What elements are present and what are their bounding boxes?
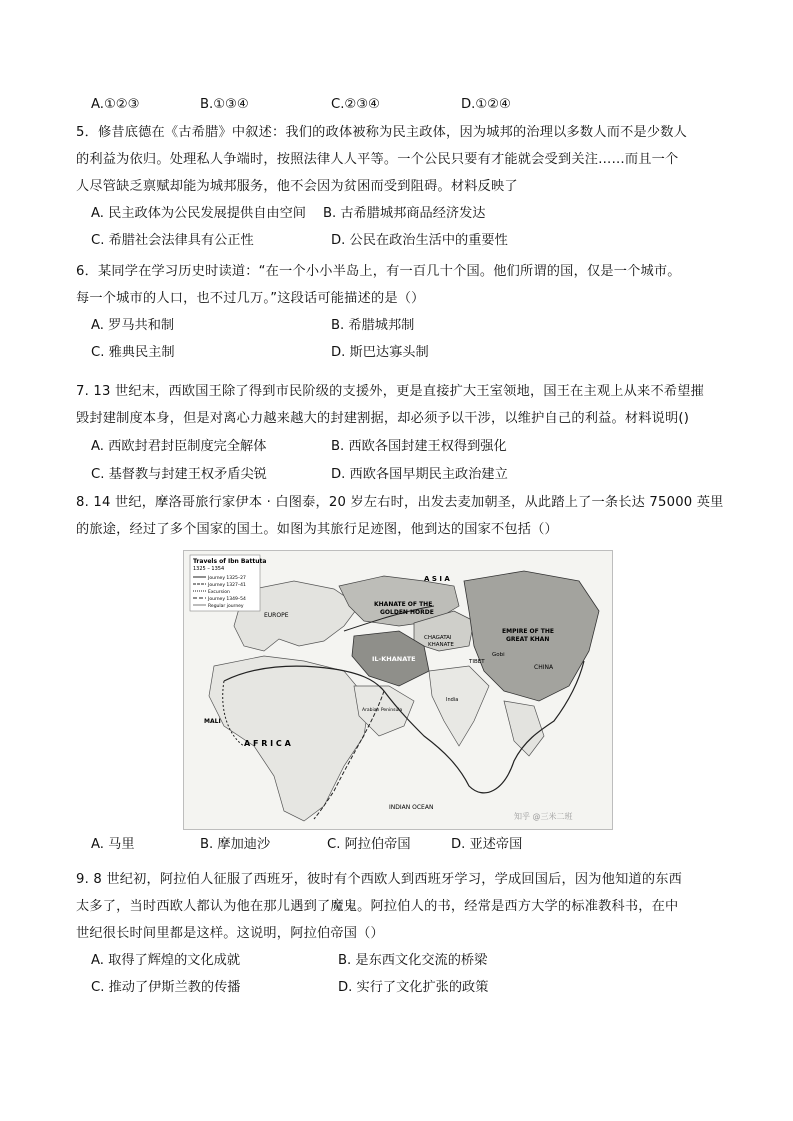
legend-item-5: Regular journey xyxy=(208,604,244,609)
label-chagatai-1: CHAGATAI xyxy=(424,635,452,641)
legend-item-4: Journey 1349–54 xyxy=(208,597,246,602)
legend-item-3: Excursion xyxy=(208,590,230,595)
legend-item-2: Journey 1327–41 xyxy=(208,583,246,588)
q8-stem-line-1: 8. 14 世纪，摩洛哥旅行家伊本 · 白图泰，20 岁左右时，出发去麦加朝圣，从此踏上了一条长达 75000 英里 xyxy=(76,495,724,510)
q4-option-b: B.①③④ xyxy=(200,97,249,112)
q6-option-c: C. 雅典民主制 xyxy=(91,345,175,360)
label-ilkhanate: IL-KHANATE xyxy=(372,655,416,663)
q9-stem-line-2: 太多了，当时西欧人都认为他在那儿遇到了魔鬼。阿拉伯人的书，经常是西方大学的标准教科书，在中 xyxy=(76,899,679,914)
q7-option-a: A. 西欧封君封臣制度完全解体 xyxy=(91,439,267,454)
q9-option-a: A. 取得了辉煌的文化成就 xyxy=(91,953,241,968)
q9-option-d: D. 实行了文化扩张的政策 xyxy=(338,980,489,995)
q7-stem-line-1: 7. 13 世纪末，西欧国王除了得到市民阶级的支援外，更是直接扩大王室领地，国王在主观上从来不希望摧 xyxy=(76,384,704,399)
label-indian-ocean: INDIAN OCEAN xyxy=(389,804,434,811)
q4-option-a: A.①②③ xyxy=(91,97,140,112)
q4-option-d: D.①②④ xyxy=(461,97,511,112)
q6-option-d: D. 斯巴达寡头制 xyxy=(331,345,429,360)
q7-option-c: C. 基督教与封建王权矛盾尖锐 xyxy=(91,467,267,482)
q8-stem-line-2: 的旅途，经过了多个国家的国土。如图为其旅行足迹图，他到达的国家不包括（） xyxy=(76,522,558,537)
q5-stem-line-2: 的利益为依归。处理私人争端时，按照法律人人平等。一个公民只要有才能就会受到关注……而且一个 xyxy=(76,152,679,167)
label-india: India xyxy=(446,697,459,703)
label-great-khan-1: EMPIRE OF THE xyxy=(502,628,555,635)
q6-stem-line-2: 每一个城市的人口，也不过几万。”这段话可能描述的是（） xyxy=(76,291,425,306)
q9-stem-line-3: 世纪很长时间里都是这样。这说明，阿拉伯帝国（） xyxy=(76,926,384,941)
q8-option-c: C. 阿拉伯帝国 xyxy=(327,837,411,852)
label-chagatai-2: KHANATE xyxy=(428,642,454,648)
map-title-line-1: Travels of Ibn Battuta xyxy=(193,558,267,565)
q6-option-b: B. 希腊城邦制 xyxy=(331,318,415,333)
map-title-line-2: 1325 – 1354 xyxy=(193,566,225,572)
legend-item-1: Journey 1325–27 xyxy=(208,576,246,581)
label-great-khan-2: GREAT KHAN xyxy=(506,636,550,643)
map-watermark: 知乎 @三米二班 xyxy=(514,812,573,821)
q4-option-c: C.②③④ xyxy=(331,97,380,112)
label-mali: MALI xyxy=(204,718,221,725)
q9-stem-line-1: 9. 8 世纪初，阿拉伯人征服了西班牙，彼时有个西欧人到西班牙学习，学成回国后，因为他知道的东西 xyxy=(76,872,683,887)
label-tibet: TIBET xyxy=(469,659,485,665)
q7-option-b: B. 西欧各国封建王权得到强化 xyxy=(331,439,507,454)
label-europe: EUROPE xyxy=(264,612,289,619)
label-gobi: Gobi xyxy=(492,652,505,658)
q5-option-d: D. 公民在政治生活中的重要性 xyxy=(331,233,508,248)
q7-option-d: D. 西欧各国早期民主政治建立 xyxy=(331,467,508,482)
q6-stem-line-1: 6．某同学在学习历史时读道：“在一个小小半岛上，有一百几十个国。他们所谓的国，仅是一个城市。 xyxy=(76,264,681,279)
ibn-battuta-travel-map xyxy=(183,550,613,830)
q5-option-a: A. 民主政体为公民发展提供自由空间 xyxy=(91,206,306,221)
q5-stem-line-1: 5．修昔底德在《古希腊》中叙述：我们的政体被称为民主政体，因为城邦的治理以多数人而不是少数人 xyxy=(76,125,688,140)
q5-option-c: C. 希腊社会法律具有公正性 xyxy=(91,233,254,248)
label-asia: A S I A xyxy=(424,575,450,583)
label-golden-horde-2: GOLDEN HORDE xyxy=(380,609,434,616)
q9-option-c: C. 推动了伊斯兰教的传播 xyxy=(91,980,241,995)
q8-option-a: A. 马里 xyxy=(91,837,135,852)
label-china: CHINA xyxy=(534,664,554,671)
q6-option-a: A. 罗马共和制 xyxy=(91,318,175,333)
label-africa: A F R I C A xyxy=(244,739,291,748)
q8-option-b: B. 摩加迪沙 xyxy=(200,837,271,852)
q8-option-d: D. 亚述帝国 xyxy=(451,837,523,852)
label-arabia: Arabian Peninsula xyxy=(362,708,403,713)
q7-stem-line-2: 毁封建制度本身，但是对离心力越来越大的封建割据，却必须予以干涉，以维护自己的利益。材料说明() xyxy=(76,411,690,426)
q5-stem-line-3: 人尽管缺乏禀赋却能为城邦服务，他不会因为贫困而受到阻碍。材料反映了 xyxy=(76,179,518,194)
label-golden-horde-1: KHANATE OF THE xyxy=(374,601,433,608)
q5-option-b: B. 古希腊城邦商品经济发达 xyxy=(323,206,486,221)
q9-option-b: B. 是东西文化交流的桥梁 xyxy=(338,953,488,968)
